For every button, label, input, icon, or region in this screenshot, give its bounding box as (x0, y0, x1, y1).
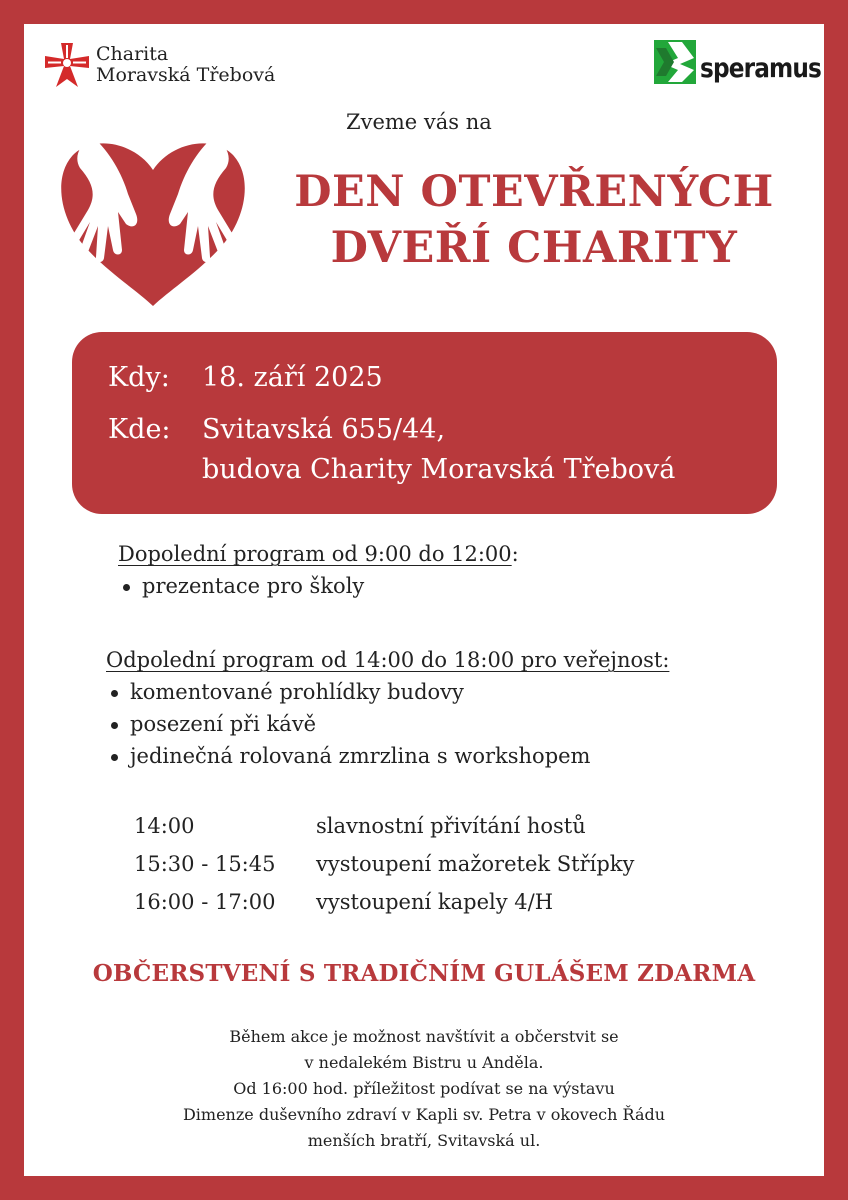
list-item: prezentace pro školy (118, 570, 519, 602)
when-label: Kdy: (108, 362, 170, 393)
schedule-time: 14:00 (134, 814, 195, 838)
morning-heading: Dopolední program od 9:00 do 12:00 (118, 542, 512, 566)
event-title-line2: DVEŘÍ CHARITY (330, 223, 738, 273)
schedule-event: vystoupení kapely 4/H (316, 890, 554, 914)
event-title-line1: DEN OTEVŘENÝCH (294, 167, 774, 217)
where-line1: Svitavská 655/44, (202, 414, 446, 445)
schedule-event: slavnostní přivítání hostů (316, 814, 586, 838)
afternoon-program (106, 648, 669, 772)
event-title (254, 164, 814, 276)
heart-hands-icon (56, 132, 250, 306)
morning-heading-colon: : (511, 542, 519, 566)
charita-logo-line1: Charita (96, 43, 169, 65)
highlight-text: OBČERSTVENÍ S TRADIČNÍM GULÁŠEM ZDARMA (92, 960, 756, 987)
charita-logo (44, 42, 275, 88)
schedule-event: vystoupení mažoretek Střípky (316, 852, 635, 876)
footer-note (24, 1024, 824, 1154)
footer-line: menších bratří, Svitavská ul. (307, 1131, 541, 1150)
info-box (72, 332, 777, 514)
where-label: Kde: (108, 414, 171, 445)
footer-line: v nedalekém Bistru u Anděla. (304, 1053, 544, 1072)
footer-line: Od 16:00 hod. příležitost podívat se na výstavu (233, 1079, 615, 1098)
list-item: posezení při kávě (106, 708, 669, 740)
invite-text: Zveme vás na (346, 110, 492, 134)
list-item: komentované prohlídky budovy (106, 676, 669, 708)
when-value: 18. září 2025 (202, 362, 383, 393)
afternoon-heading: Odpolední program od 14:00 do 18:00 pro veřejnost: (106, 648, 670, 672)
schedule-time: 15:30 - 15:45 (134, 852, 276, 876)
charita-cross-icon (44, 42, 90, 88)
morning-program (118, 542, 519, 602)
list-item: jedinečná rolovaná zmrzlina s workshopem (106, 740, 669, 772)
speramus-wordmark: speramus (700, 53, 821, 84)
charita-logo-line2: Moravská Třebová (96, 64, 276, 86)
footer-line: Dimenze duševního zdraví v Kapli sv. Petra v okovech Řádu (182, 1105, 666, 1124)
poster (24, 24, 824, 1176)
speramus-mark-icon (654, 40, 696, 84)
speramus-logo (654, 40, 841, 84)
footer-line: Během akce je možnost navštívit a občerstvit se (229, 1027, 619, 1046)
where-line2: budova Charity Moravská Třebová (202, 454, 676, 485)
schedule-time: 16:00 - 17:00 (134, 890, 276, 914)
